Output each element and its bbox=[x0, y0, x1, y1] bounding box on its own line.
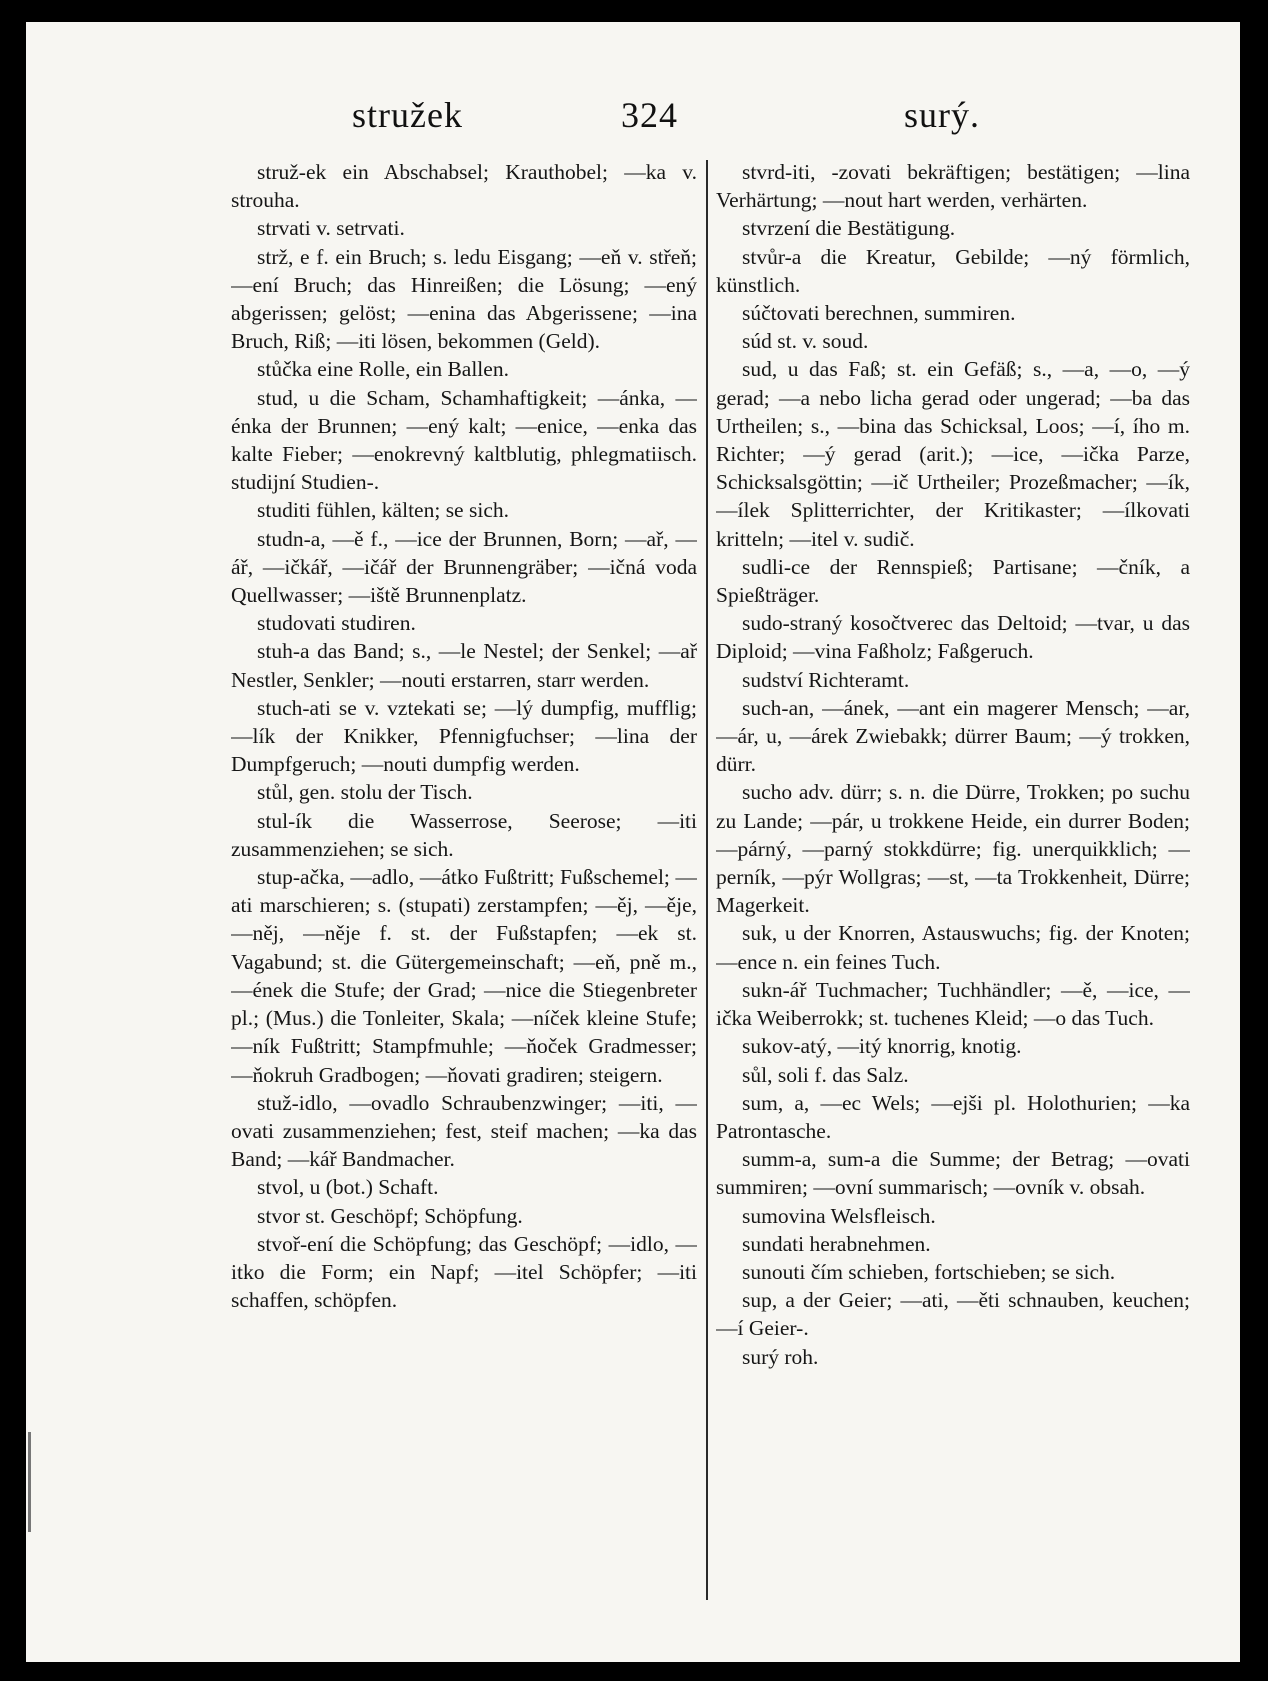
entry: stůčka eine Rolle, ein Ballen. bbox=[257, 357, 509, 382]
entry: stvol, u (bot.) Schaft. bbox=[257, 1175, 439, 1200]
entry: sudství Richteramt. bbox=[742, 667, 910, 692]
entry: súd st. v. soud. bbox=[742, 329, 869, 354]
entry: sudli-ce der Rennspieß; Partisane; —čník, a Spießträger. bbox=[716, 554, 1190, 608]
entry: stud, u die Scham, Schamhaftigkeit; —ánka, —énka der Brunnen; —ený kalt; —enice, —enka das kalte Fieber; —enokrevný kaltblutig, phlegmatiisch. studijní Studien-. bbox=[231, 385, 697, 495]
entry: sud, u das Faß; st. ein Gefäß; s., —a, —o, —ý gerad; —a nebo licha gerad oder ungerad; —ba das Urtheilen; s., —bina das Schicksal, Loos; —í, ího m. Richter; —ý gerad (arit.); —ice, —ička Parze, Schicksalsgöttin; —ič Urtheiler; Prozeßmacher; —ík, —ílek Splitterrichter, der Kritikaster; —ílkovati kritteln; —itel v. sudič. bbox=[716, 357, 1190, 551]
entry: stvoř-ení die Schöpfung; das Geschöpf; —idlo, —itko die Form; ein Napf; —itel Schöpfer; —iti schaffen, schöpfen. bbox=[231, 1231, 697, 1313]
entry: stvor st. Geschöpf; Schöpfung. bbox=[257, 1203, 523, 1228]
entry: sum, a, —ec Wels; —ejši pl. Holothurien; —ka Patrontasche. bbox=[716, 1090, 1190, 1143]
guide-word-right: surý. bbox=[904, 95, 980, 135]
entry: sundati herabnehmen. bbox=[742, 1231, 931, 1256]
column-divider bbox=[706, 160, 708, 1600]
entry: stvůr-a die Kreatur, Gebilde; —ný förmlich, künstlich. bbox=[716, 244, 1190, 297]
entry: sucho adv. dürr; s. n. die Dürre, Trokken; po suchu zu Lande; —pár, u trokkene Heide, ein durrer Boden; —párný, —parný stokkdürre; fig. unerquikklich; —perník, —pýr Wollgras; —st, —ta Trokkenheit, Dürre; Magerkeit. bbox=[716, 780, 1190, 918]
page-header bbox=[26, 94, 1240, 146]
dictionary-page bbox=[26, 22, 1240, 1662]
guide-word-left: stružek bbox=[352, 95, 463, 135]
entry: sudo-straný kosočtverec das Deltoid; —tvar, u das Diploid; —vina Faßholz; Faßgeruch. bbox=[716, 611, 1190, 664]
entry: suk, u der Knorren, Astauswuchs; fig. der Knoten; —ence n. ein feines Tuch. bbox=[716, 921, 1190, 974]
entry: strž, e f. ein Bruch; s. ledu Eisgang; —eň v. střeň; —ení Bruch; das Hinreißen; die Lösung; —ený abgerissen; gelöst; —enina das Abgerissene; —ina Bruch, Riß; —iti lösen, bekommen (Geld). bbox=[231, 244, 697, 354]
entry: stvrzení die Bestätigung. bbox=[742, 216, 956, 241]
entry: strvati v. setrvati. bbox=[257, 216, 405, 241]
entry: struž-ek ein Abschabsel; Krauthobel; —ka v. strouha. bbox=[231, 160, 697, 213]
entry: studn-a, —ě f., —ice der Brunnen, Born; —ař, —ář, —ičkář, —ičář der Brunnengräber; —ičná voda Quellwasser; —iště Brunnenplatz. bbox=[231, 526, 697, 608]
left-column bbox=[231, 158, 697, 1598]
entry: sup, a der Geier; —ati, —ěti schnauben, keuchen; —í Geier-. bbox=[716, 1288, 1190, 1341]
entry: sukn-ář Tuchmacher; Tuchhändler; —ě, —ice, —ička Weiberrokk; st. tuchenes Kleid; —o das Tuch. bbox=[716, 977, 1190, 1031]
entry: stup-ačka, —adlo, —átko Fußtritt; Fußschemel; —ati marschieren; s. (stupati) zerstampfen; —ěj, —ěje, —něj, —něje f. st. der Fußstapfen; —ek st. Vagabund; st. die Gütergemeinschaft; —eň, pně m., —ének die Stufe; der Grad; —nice die Stiegenbreter pl.; (Mus.) die Tonleiter, Skala; —níček kleine Stufe; —ník Fußtritt; Stampfmuhle; —ňoček Gradmesser; —ňokruh Gradbogen; —ňovati gradiren; steigern. bbox=[231, 865, 697, 1087]
entry: surý roh. bbox=[742, 1344, 819, 1369]
entry: such-an, —ánek, —ant ein magerer Mensch; —ar, —ár, u, —árek Zwiebakk; dürrer Baum; —ý trokken, dürr. bbox=[716, 695, 1190, 777]
page-number: 324 bbox=[621, 95, 678, 135]
entry: stul-ík die Wasserrose, Seerose; —iti zusammenziehen; se sich. bbox=[231, 808, 697, 861]
entry: stuch-ati se v. vztekati se; —lý dumpfig, mufflig; —lík der Knikker, Pfennigfuchser; —lina der Dumpfgeruch; —nouti dumpfig werden. bbox=[231, 695, 697, 777]
entry: sukov-atý, —itý knorrig, knotig. bbox=[742, 1034, 1022, 1059]
entry: stuž-idlo, —ovadlo Schraubenzwinger; —iti, —ovati zusammenziehen; fest, steif machen; —ka das Band; —kář Bandmacher. bbox=[231, 1090, 697, 1172]
entry: súčtovati berechnen, summiren. bbox=[742, 301, 1016, 326]
entry: studovati studiren. bbox=[257, 611, 416, 636]
entry: sumovina Welsfleisch. bbox=[742, 1203, 936, 1228]
entry: summ-a, sum-a die Summe; der Betrag; —ovati summiren; —ovní summarisch; —ovník v. obsah. bbox=[716, 1147, 1190, 1200]
entry: stvrd-iti, -zovati bekräftigen; bestätigen; —lina Verhärtung; —nout hart werden, verhärten. bbox=[716, 160, 1190, 213]
binding-edge-mark bbox=[28, 1432, 31, 1532]
entry: studiti fühlen, kälten; se sich. bbox=[257, 498, 509, 523]
entry: sůl, soli f. das Salz. bbox=[742, 1062, 909, 1087]
right-column bbox=[716, 158, 1190, 1598]
entry: sunouti čím schieben, fortschieben; se sich. bbox=[742, 1259, 1116, 1284]
entry: stuh-a das Band; s., —le Nestel; der Senkel; —ař Nestler, Senkler; —nouti erstarren, starr werden. bbox=[231, 639, 697, 692]
entry: stůl, gen. stolu der Tisch. bbox=[257, 780, 473, 805]
